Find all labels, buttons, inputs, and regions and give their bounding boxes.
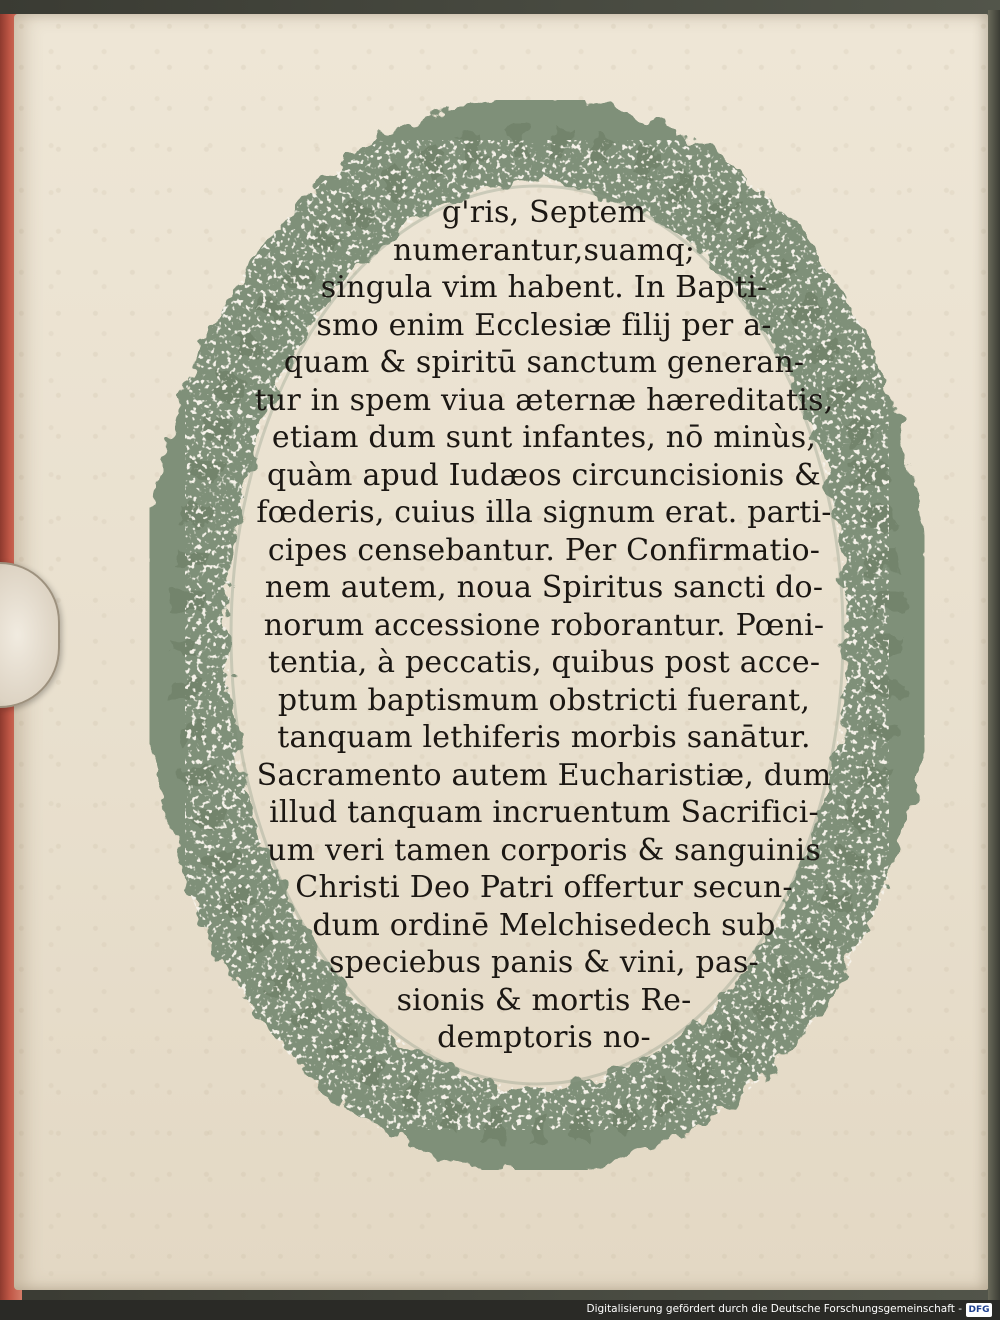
text-line: tanquam lethiferis morbis sanātur. — [277, 720, 811, 755]
text-line: um veri tamen corporis & sanguinis — [267, 832, 821, 868]
text-line: speciebus panis & vini, pas- — [329, 945, 759, 980]
page-text — [244, 194, 844, 1054]
text-line: nem autem, noua Spiritus sancti do- — [264, 570, 824, 605]
text-line: tentia, à peccatis, quibus post acce- — [267, 645, 821, 680]
text-line: sionis & mortis Re- — [396, 982, 692, 1018]
text-line: dum ordinē Melchisedech sub — [312, 907, 776, 943]
text-line: tur in spem viua æternæ hæreditatis, — [254, 382, 834, 418]
book-edge-right — [988, 10, 1000, 1300]
text-line: fœderis, cuius illa signum erat. parti- — [256, 495, 832, 530]
digitization-credit: Digitalisierung gefördert durch die Deutsche Forschungsgemeinschaft - — [586, 1303, 962, 1315]
dfg-logo: DFG — [966, 1303, 992, 1317]
text-line: g'ris, Septem — [441, 195, 647, 230]
text-line: singula vim habent. In Bapti- — [320, 270, 768, 305]
text-line: smo enim Ecclesiæ filij per a- — [316, 307, 772, 343]
text-line: quàm apud Iudæos circuncisionis & — [267, 457, 821, 493]
text-line: Sacramento autem Eucharistiæ, dum — [256, 757, 832, 793]
text-line: ptum baptismum obstricti fuerant, — [277, 682, 811, 718]
text-line: Christi Deo Patri offertur secun- — [295, 870, 793, 905]
text-line: quam & spiritū sanctum generan- — [283, 345, 805, 380]
text-line: norum accessione roborantur. Pœni- — [263, 607, 825, 643]
text-line: illud tanquam incruentum Sacrifici- — [269, 795, 819, 830]
text-line: cipes censebantur. Per Confirmatio- — [267, 532, 821, 568]
text-line: demptoris no- — [437, 1020, 651, 1055]
text-line: etiam dum sunt infantes, nō minùs, — [271, 420, 817, 455]
text-line: numerantur,suamq; — [392, 232, 696, 268]
